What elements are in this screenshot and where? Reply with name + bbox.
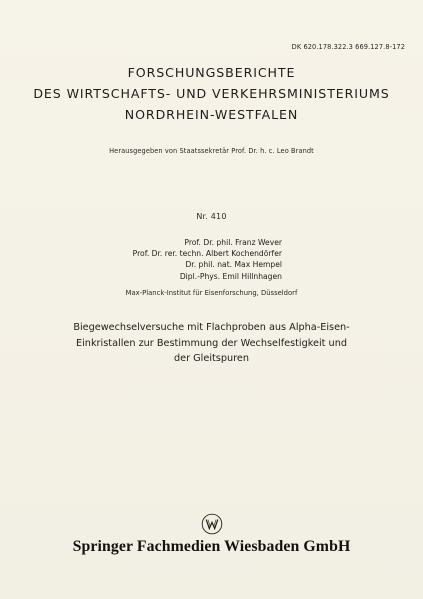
volume-number: Nr. 410 — [196, 212, 227, 221]
series-title-line-2: DES WIRTSCHAFTS- UND VERKEHRSMINISTERIUMS — [33, 86, 390, 101]
institute-line: Max-Planck-Institut für Eisenforschung, Düsseldorf — [125, 289, 298, 297]
editor-line: Herausgegeben von Staatssekretär Prof. Dr. h. c. Leo Brandt — [109, 147, 314, 155]
classification-code: DK 620.178.322.3 669.127.8-172 — [291, 43, 405, 51]
author-list — [0, 237, 282, 282]
author-name: Dipl.-Phys. Emil Hillnhagen — [179, 271, 282, 281]
report-title-line-2: Einkristallen zur Bestimmung der Wechselfestigkeit und — [76, 337, 347, 349]
springer-w-logo-icon — [201, 513, 223, 535]
report-title — [0, 320, 423, 367]
report-title-line-1: Biegewechselversuche mit Flachproben aus Alpha-Eisen- — [73, 322, 350, 333]
author-name: Prof. Dr. phil. Franz Wever — [184, 238, 282, 247]
publisher-name: Springer Fachmedien Wiesbaden GmbH — [72, 538, 351, 555]
series-title-line-1: FORSCHUNGSBERICHTE — [127, 65, 296, 80]
series-title-line-3: NORDRHEIN-WESTFALEN — [124, 107, 299, 122]
report-title-line-3: der Gleitspuren — [173, 353, 250, 365]
author-name: Dr. phil. nat. Max Hempel — [185, 260, 282, 270]
author-name: Prof. Dr. rer. techn. Albert Kochendörfer — [132, 249, 282, 259]
